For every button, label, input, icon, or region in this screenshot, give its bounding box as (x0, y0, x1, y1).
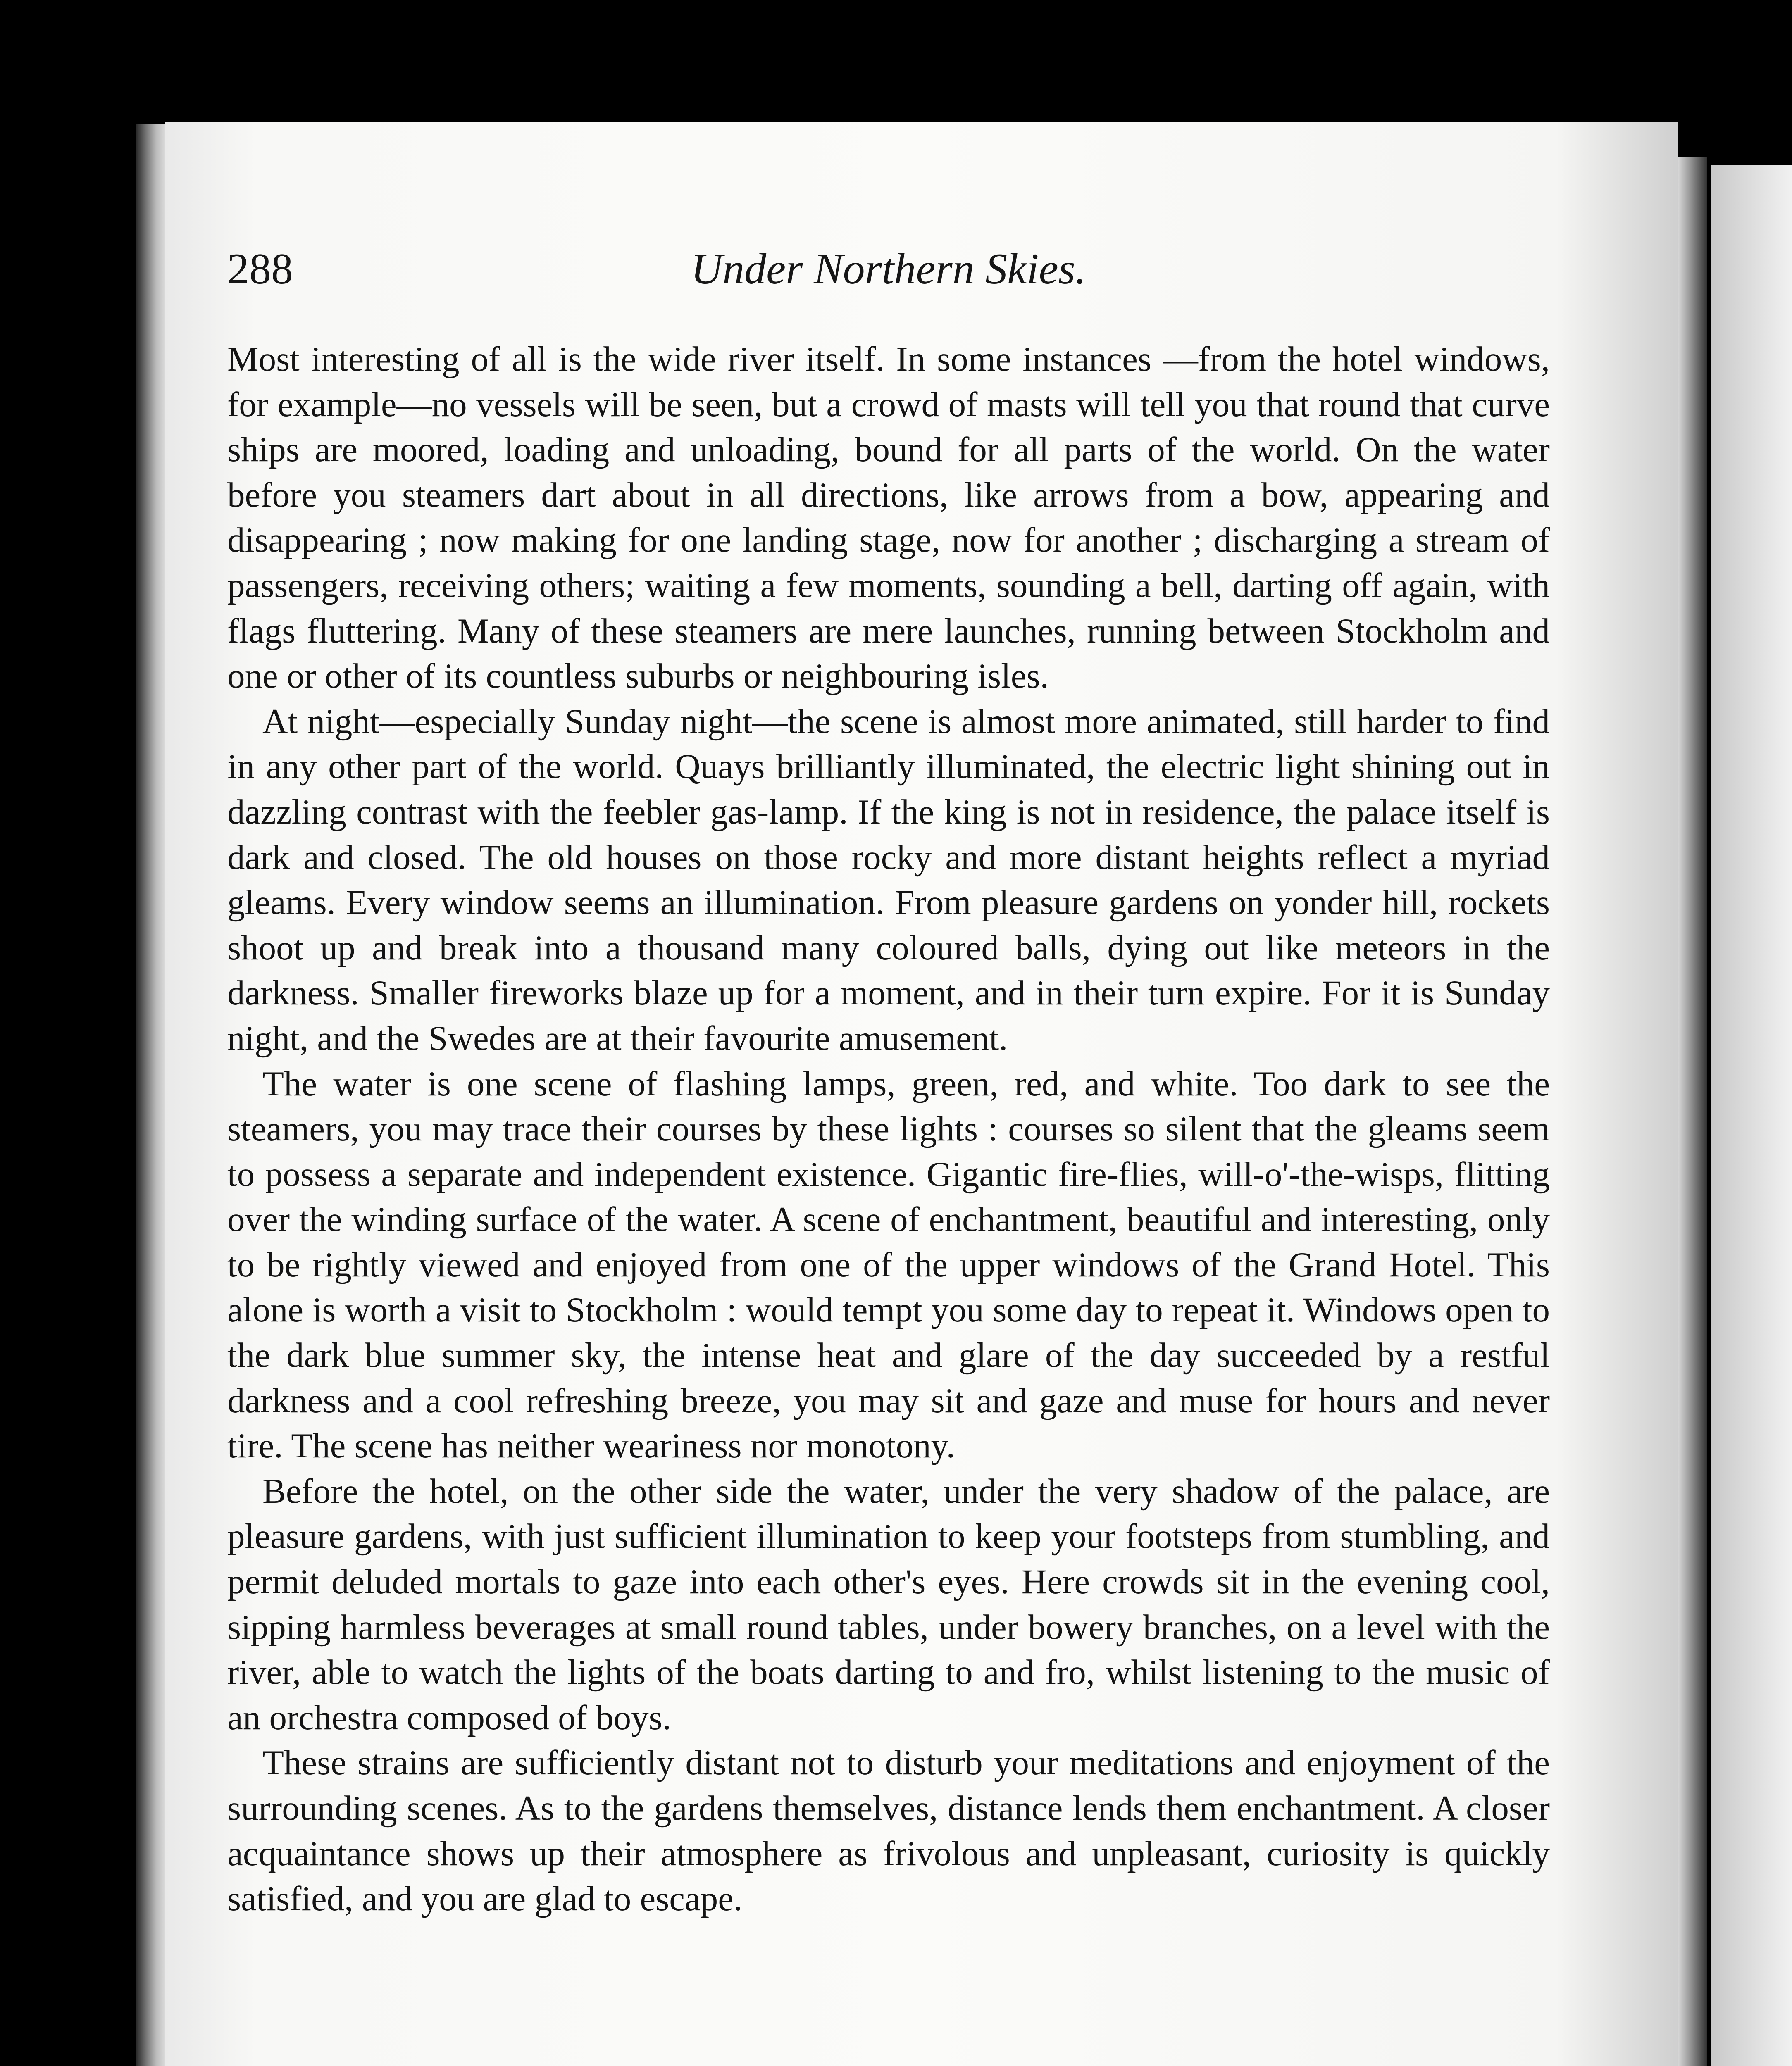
body-text (227, 337, 1550, 1922)
facing-page-edge (1711, 165, 1792, 2066)
page-edge (1678, 157, 1707, 2066)
book-gutter (136, 124, 169, 2066)
paragraph-3: The water is one scene of flashing lamps, green, red, and white. Too dark to see the steamers, you may trace their courses by these lights : courses so silent that the gleams seem to possess a separate and independent existence. Gigantic fire-flies, will-o'-the-wisps, flitting over the winding surface of the water. A scene of enchantment, beautiful and interesting, only to be rightly viewed and enjoyed from one of the upper windows of the Grand Hotel. This alone is worth a visit to Stockholm : would tempt you some day to repeat it. Windows open to the dark blue summer sky, the intense heat and glare of the day succeeded by a restful darkness and a cool refreshing breeze, you may sit and gaze and muse for hours and never tire. The scene has neither weariness nor monotony. (227, 1064, 1550, 1466)
running-title: Under Northern Skies. (691, 245, 1087, 293)
paragraph-2: At night—especially Sunday night—the scene is almost more animated, still harder to find in any other part of the world. Quays brilliantly illuminated, the electric light shining out in dazzling contrast with the feebler gas-lamp. If the king is not in residence, the palace itself is dark and closed. The old houses on those rocky and more distant heights reflect a myriad gleams. Every window seems an illumination. From pleasure gardens on yonder hill, rockets shoot up and break into a thousand many coloured balls, dying out like meteors in the darkness. Smaller fireworks blaze up for a moment, and in their turn expire. For it is Sunday night, and the Swedes are at their favourite amusement. (227, 702, 1550, 1058)
paragraph-1: Most interesting of all is the wide river itself. In some instances —from the hotel windows, for example—no vessels will be seen, but a crowd of masts will tell you that round that curve ships are moored, loading and unloading, bound for all parts of the world. On the water before you steamers dart about in all directions, like arrows from a bow, appearing and disappearing ; now making for one landing stage, now for another ; discharging a stream of passengers, receiving others; waiting a few moments, sounding a bell, darting off again, with flags fluttering. Many of these steamers are mere launches, running between Stockholm and one or other of its countless suburbs or neighbouring isles. (227, 340, 1550, 696)
running-head (227, 244, 1550, 306)
paragraph-4: Before the hotel, on the other side the water, under the very shadow of the palace, are pleasure gardens, with just sufficient illumination to keep your footsteps from stumbling, and permit deluded mortals to gaze into each other's eyes. Here crowds sit in the evening cool, sipping harmless beverages at small round tables, under bowery branches, on a level with the river, able to watch the lights of the boats darting to and fro, whilst listening to the music of an orchestra composed of boys. (227, 1471, 1550, 1737)
page-number: 288 (227, 245, 293, 293)
paragraph-5: These strains are sufficiently distant not to disturb your meditations and enjoyment of the surrounding scenes. As to the gardens themselves, distance lends them enchantment. A closer acquaintance shows up their atmosphere as frivolous and unpleasant, curiosity is quickly satisfied, and you are glad to escape. (227, 1743, 1550, 1918)
